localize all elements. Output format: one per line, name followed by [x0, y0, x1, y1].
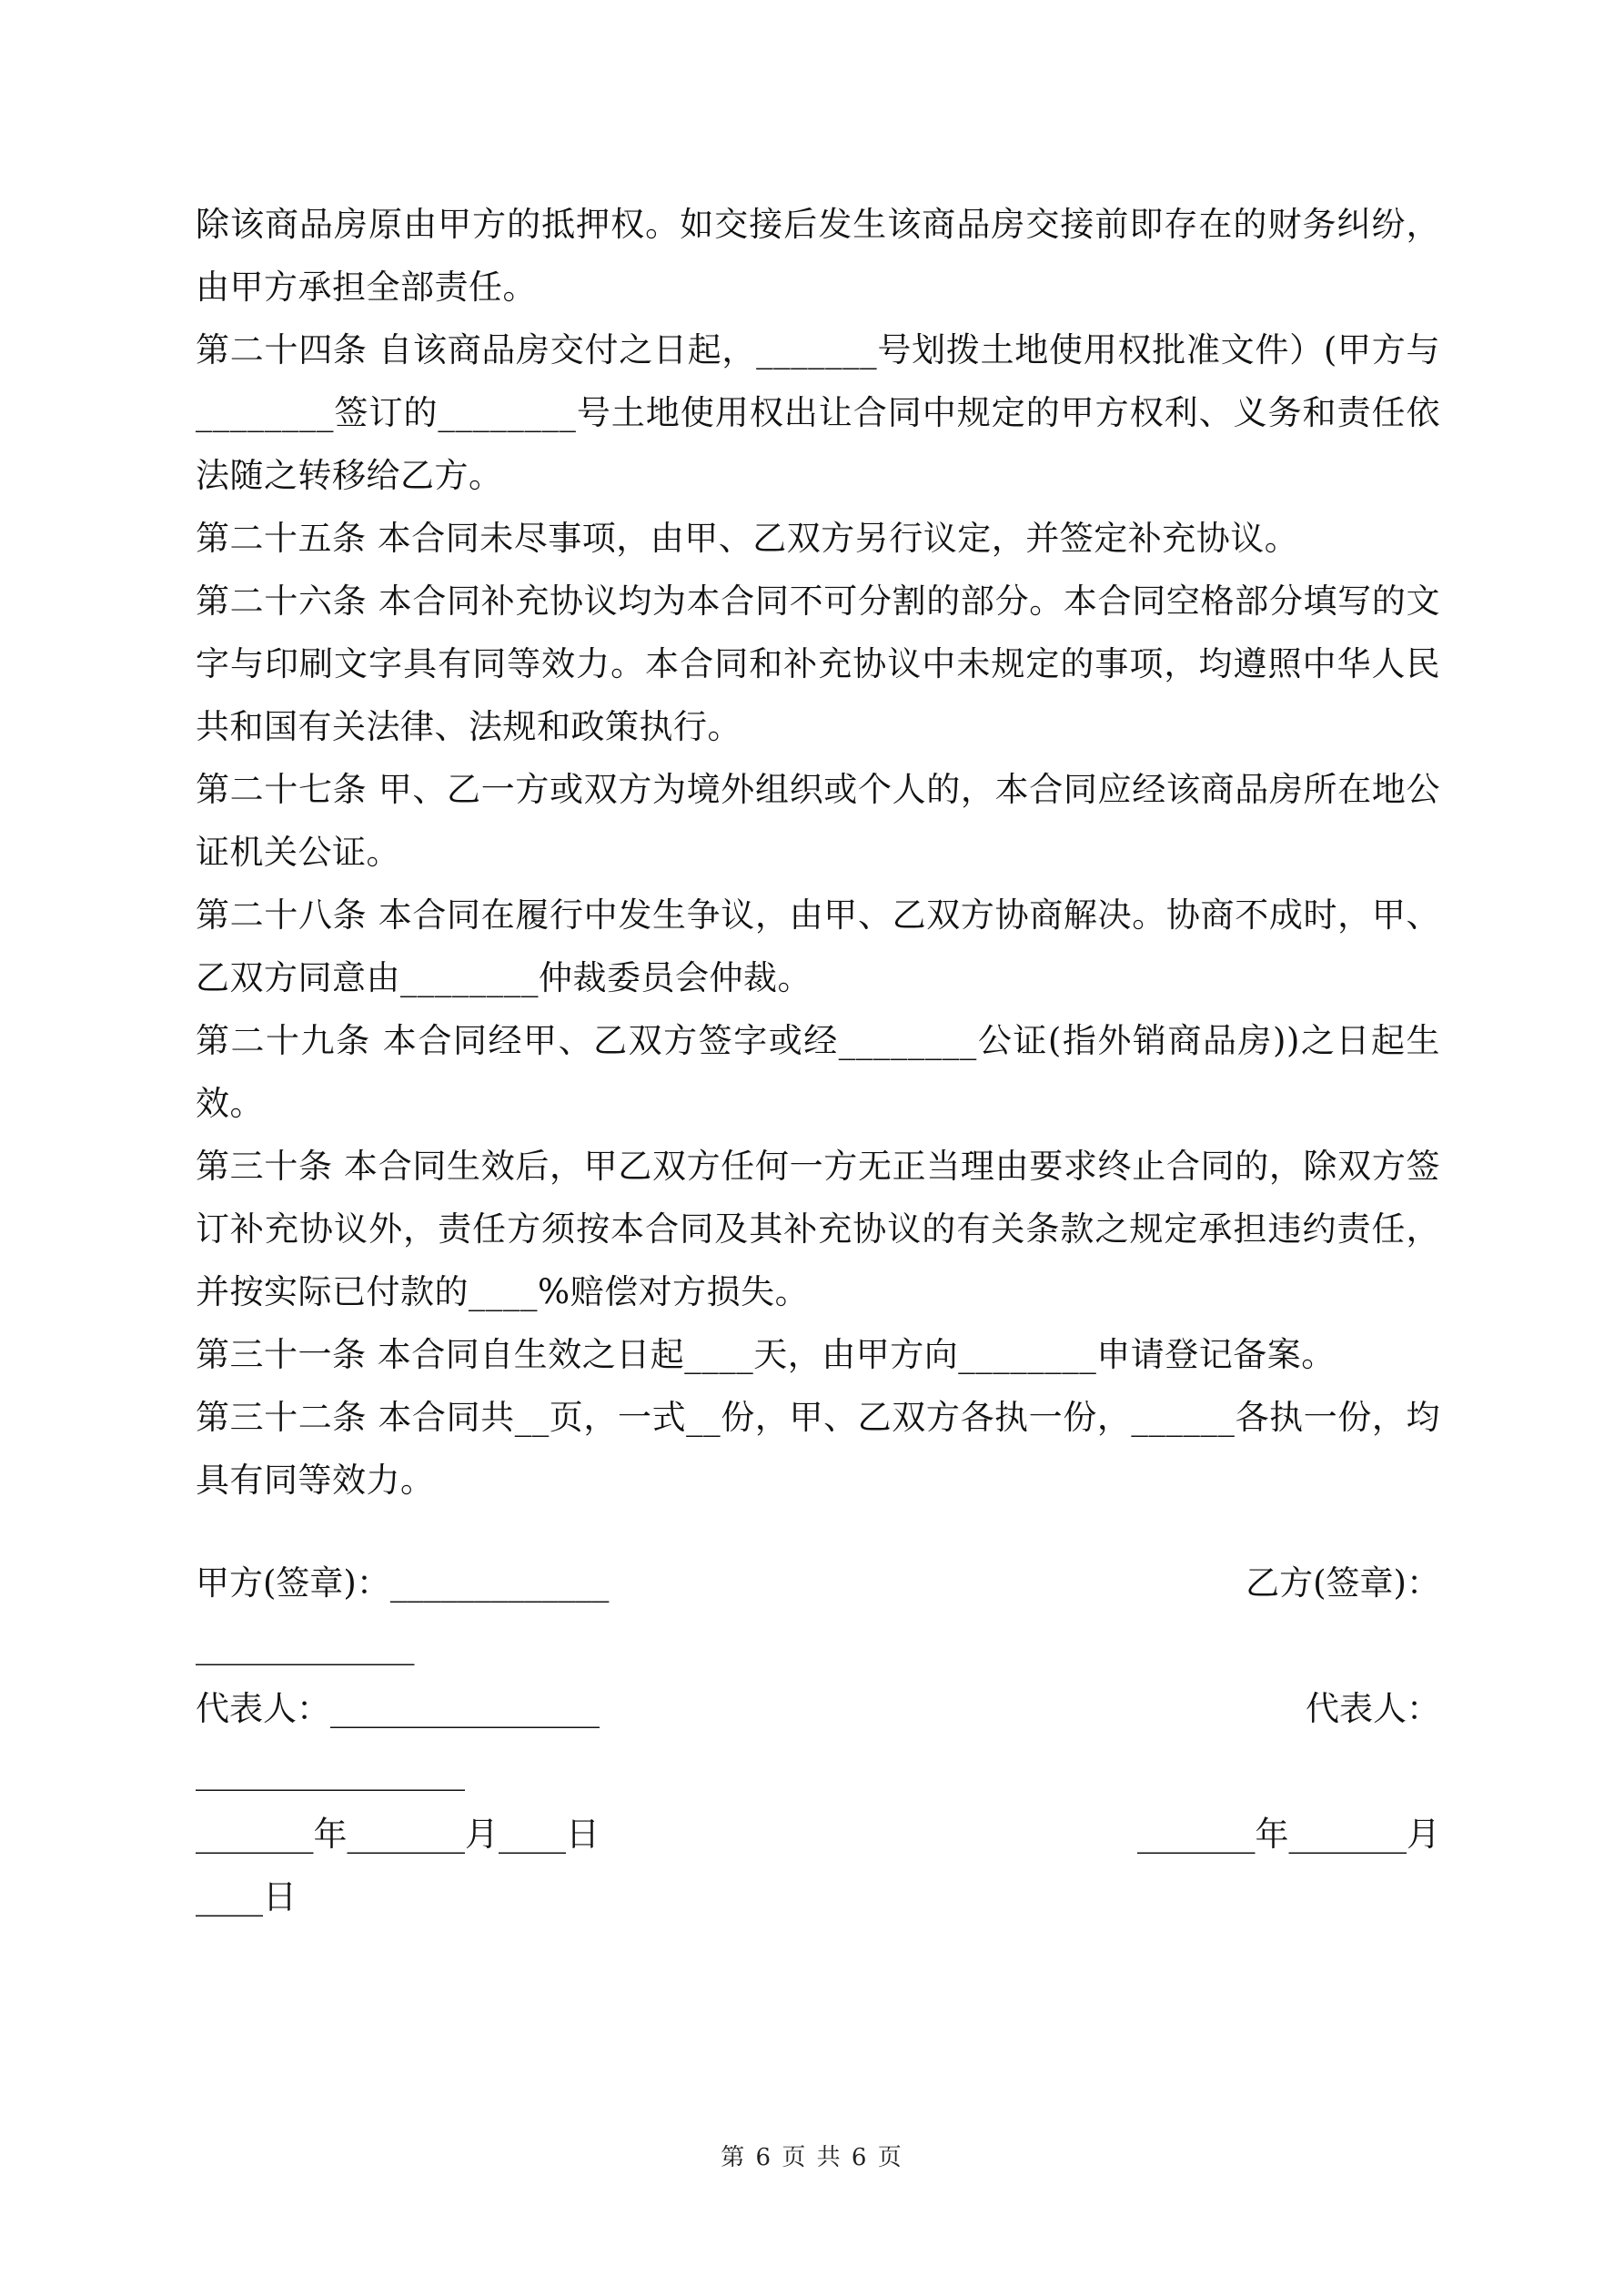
- party-signature-row: [196, 1552, 1440, 1614]
- contract-body: [196, 193, 1440, 1512]
- article-30: 第三十条 本合同生效后，甲乙双方任何一方无正当理由要求终止合同的，除双方签订补充协议外，责任方须按本合同及其补充协议的有关条款之规定承担违约责任，并按实际已付款的____%赔偿对方损失。: [196, 1147, 1440, 1311]
- article-32: 第三十二条 本合同共__页，一式__份，甲、乙双方各执一份，______各执一份，均具有同等效力。: [196, 1398, 1440, 1500]
- article-29: 第二十九条 本合同经甲、乙双方签字或经________公证(指外销商品房))之日起生效。: [196, 1021, 1440, 1123]
- date-row: [196, 1803, 1440, 1866]
- signature-block: [196, 1552, 1440, 1928]
- article-27: 第二十七条 甲、乙一方或双方为境外组织或个人的，本合同应经该商品房所在地公证机关公证。: [196, 770, 1440, 872]
- paragraph-mortgage-continuation: 除该商品房原由甲方的抵押权。如交接后发生该商品房交接前即存在的财务纠纷，由甲方承担全部责任。: [196, 205, 1440, 307]
- article-31: 第三十一条 本合同自生效之日起____天，由甲方向________申请登记备案。: [196, 1335, 1336, 1374]
- party-b-signature-blank: _____________: [196, 1626, 415, 1665]
- party-b-date: _______年_______月: [1137, 1815, 1440, 1854]
- article-26: 第二十六条 本合同补充协议均为本合同不可分割的部分。本合同空格部分填写的文字与印刷文字具有同等效力。本合同和补充协议中未规定的事项，均遵照中华人民共和国有关法律、法规和政策执行。: [196, 582, 1440, 746]
- page-number: 第 6 页 共 6 页: [721, 2144, 903, 2171]
- representative-row: [196, 1677, 1440, 1740]
- article-28: 第二十八条 本合同在履行中发生争议，由甲、乙双方协商解决。协商不成时，甲、乙双方同意由________仲裁委员会仲裁。: [196, 895, 1440, 997]
- party-b-date-day: ____日: [196, 1877, 297, 1917]
- party-b-representative: 代表人：: [1306, 1689, 1440, 1728]
- article-25: 第二十五条 本合同未尽事项，由甲、乙双方另行议定，并签定补充协议。: [196, 519, 1299, 558]
- party-b-representative-blank: ________________: [196, 1752, 465, 1791]
- party-a-date: _______年_______月____日: [196, 1815, 600, 1854]
- party-a-representative: 代表人：________________: [196, 1689, 600, 1728]
- party-a-signature: 甲方(签章)：_____________: [196, 1563, 610, 1603]
- party-b-signature: 乙方(签章)：: [1246, 1563, 1440, 1603]
- article-24: 第二十四条 自该商品房交付之日起，_______号划拨土地使用权批准文件）(甲方与________签订的________号土地使用权出让合同中规定的甲方权利、义务和责任依法随之转移给乙方。: [196, 330, 1440, 495]
